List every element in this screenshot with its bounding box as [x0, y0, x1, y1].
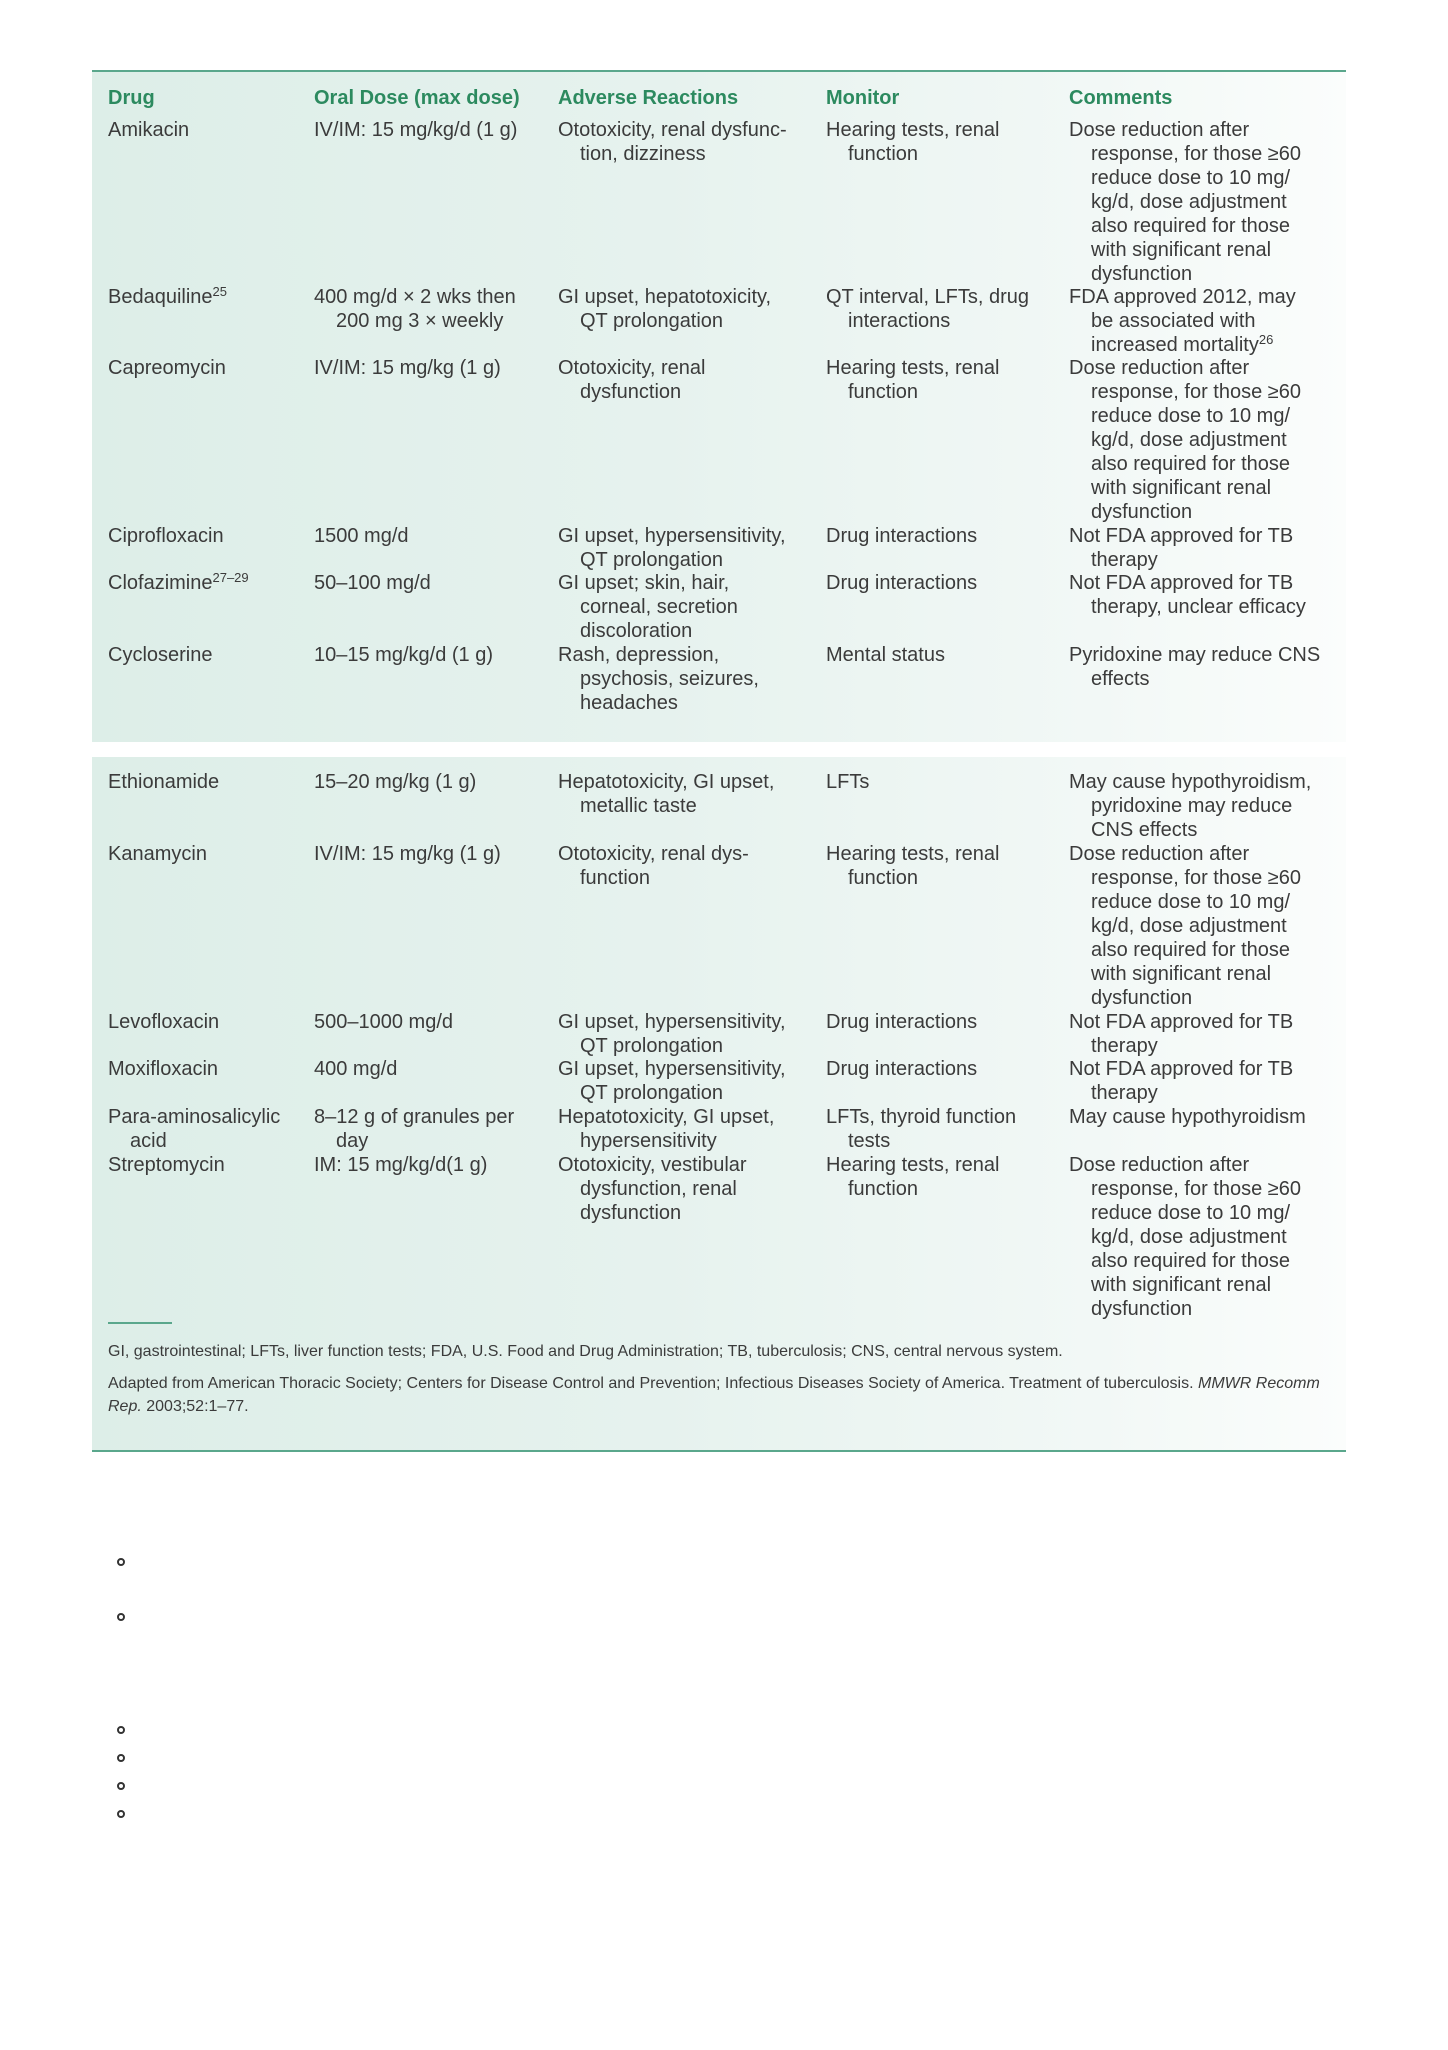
cell-line: Dose reduction after — [1069, 119, 1250, 141]
drug-name-cell — [108, 1105, 280, 1153]
cell-line: 10–15 mg/kg/d (1 g) — [314, 644, 493, 666]
header-monitor: Monitor — [826, 87, 900, 109]
adverse-reactions-cell — [558, 643, 759, 715]
cell-line: be associated with — [1091, 310, 1256, 332]
cell-line: with significant renal — [1091, 477, 1272, 499]
cell-line: psychosis, seizures, — [580, 668, 759, 690]
monitor-cell — [826, 571, 977, 595]
cell-line: 500–1000 mg/d — [314, 1011, 454, 1033]
cell-line: May cause hypothyroidism, — [1069, 771, 1312, 793]
cell-line: QT prolongation — [580, 1035, 724, 1057]
oral-dose-cell — [314, 524, 409, 548]
cell-line: therapy, unclear efficacy — [1091, 596, 1306, 618]
cell-line: with significant renal — [1091, 963, 1272, 985]
oral-dose-cell — [314, 842, 501, 866]
drug-name-cell — [108, 1010, 219, 1034]
cell-text: Clofazimine — [108, 572, 213, 594]
reference-superscript: 27–29 — [212, 570, 249, 585]
cell-line: Moxifloxacin — [108, 1058, 219, 1080]
cell-text: Bedaquiline — [108, 286, 213, 308]
oral-dose-cell — [314, 356, 501, 380]
cell-line: Hearing tests, renal — [826, 119, 1000, 141]
cell-line: reduce dose to 10 mg/ — [1091, 405, 1291, 427]
monitor-cell — [826, 770, 869, 794]
cell-line: Cycloserine — [108, 644, 213, 666]
comments-cell — [1069, 118, 1301, 286]
bullet-point — [117, 1558, 125, 1566]
cell-line: kg/d, dose adjustment — [1091, 1226, 1287, 1248]
cell-line: function — [848, 867, 919, 889]
reference-superscript: 26 — [1258, 332, 1274, 347]
bullet-point — [117, 1613, 125, 1621]
cell-line: also required for those — [1091, 1250, 1291, 1272]
cell-line: response, for those ≥60 — [1091, 381, 1301, 403]
drug-name-cell — [108, 842, 207, 866]
cell-line: dysfunction — [1091, 263, 1193, 285]
cell-line: IV/IM: 15 mg/kg (1 g) — [314, 357, 501, 379]
cell-line: dysfunction — [1091, 501, 1193, 523]
cell-line: Dose reduction after — [1069, 357, 1250, 379]
cell-line: CNS effects — [1091, 819, 1198, 841]
cell-text: increased mortality — [1091, 334, 1259, 356]
cell-line: 400 mg/d × 2 wks then — [314, 286, 516, 308]
monitor-cell — [826, 842, 999, 890]
cell-line: Amikacin — [108, 119, 190, 141]
cell-line — [108, 285, 227, 309]
cell-line: QT interval, LFTs, drug — [826, 286, 1030, 308]
cell-line: dysfunction — [580, 381, 682, 403]
source-citation: 2003;52:1–77. — [141, 1398, 249, 1415]
cell-line: acid — [130, 1130, 167, 1152]
cell-line: IM: 15 mg/kg/d(1 g) — [314, 1154, 488, 1176]
comments-cell — [1069, 1057, 1293, 1105]
cell-line: dysfunction — [1091, 1298, 1193, 1320]
cell-line: with significant renal — [1091, 239, 1272, 261]
monitor-cell — [826, 1010, 977, 1034]
source-journal: MMWR Recomm Rep. — [108, 1375, 1320, 1415]
footnote-rule — [108, 1322, 172, 1324]
cell-line: Ototoxicity, renal dysfunc- — [558, 119, 787, 141]
comments-cell — [1069, 356, 1301, 524]
comments-cell — [1069, 1153, 1301, 1321]
adverse-reactions-cell — [558, 356, 705, 404]
cell-line: Streptomycin — [108, 1154, 225, 1176]
oral-dose-cell — [314, 571, 431, 595]
cell-line: 200 mg 3 × weekly — [336, 310, 504, 332]
cell-line: dysfunction, renal — [580, 1178, 737, 1200]
cell-line: Dose reduction after — [1069, 843, 1250, 865]
cell-line: 8–12 g of granules per — [314, 1106, 515, 1128]
cell-line: 15–20 mg/kg (1 g) — [314, 771, 477, 793]
cell-line: May cause hypothyroidism — [1069, 1106, 1306, 1128]
cell-line: therapy — [1091, 549, 1158, 571]
cell-line — [1069, 333, 1296, 357]
adverse-reactions-cell — [558, 571, 738, 643]
cell-line: Rash, depression, — [558, 644, 720, 666]
monitor-cell — [826, 285, 1029, 333]
cell-line: Drug interactions — [826, 572, 978, 594]
comments-cell — [1069, 285, 1296, 357]
cell-line: Para-aminosalicylic — [108, 1106, 281, 1128]
reference-superscript: 25 — [212, 284, 227, 299]
cell-line: Ototoxicity, renal dys- — [558, 843, 749, 865]
drug-name-cell — [108, 524, 224, 548]
cell-line: therapy — [1091, 1035, 1158, 1057]
comments-cell — [1069, 643, 1320, 691]
cell-line: tests — [848, 1130, 891, 1152]
cell-line: Ciprofloxacin — [108, 525, 224, 547]
adverse-reactions-cell — [558, 1057, 786, 1105]
cell-line: response, for those ≥60 — [1091, 1178, 1301, 1200]
comments-cell — [1069, 571, 1306, 619]
cell-line: Drug interactions — [826, 1058, 978, 1080]
cell-line: 1500 mg/d — [314, 525, 409, 547]
cell-line: QT prolongation — [580, 549, 724, 571]
bullet-point — [117, 1726, 125, 1734]
cell-line: day — [336, 1130, 369, 1152]
cell-line: Ethionamide — [108, 771, 220, 793]
footnote-source — [108, 1372, 1344, 1418]
oral-dose-cell — [314, 285, 516, 333]
header-oral-dose: Oral Dose (max dose) — [314, 87, 520, 109]
cell-line: hypersensitivity — [580, 1130, 717, 1152]
cell-line: corneal, secretion — [580, 596, 738, 618]
comments-cell — [1069, 842, 1301, 1010]
cell-line: GI upset, hypersensitivity, — [558, 1011, 786, 1033]
oral-dose-cell — [314, 1153, 487, 1177]
bullet-point — [117, 1810, 125, 1818]
drug-table-bottom — [92, 757, 1346, 1452]
oral-dose-cell — [314, 643, 493, 667]
cell-line: reduce dose to 10 mg/ — [1091, 891, 1291, 913]
bullet-point — [117, 1754, 125, 1762]
cell-line: 400 mg/d — [314, 1058, 398, 1080]
cell-line: Pyridoxine may reduce CNS — [1069, 644, 1321, 666]
cell-line: Drug interactions — [826, 525, 978, 547]
cell-line: GI upset, hepatotoxicity, — [558, 286, 772, 308]
adverse-reactions-cell — [558, 770, 774, 818]
drug-name-cell — [108, 1057, 218, 1081]
cell-line: with significant renal — [1091, 1274, 1272, 1296]
cell-line: Hepatotoxicity, GI upset, — [558, 771, 775, 793]
cell-line: therapy — [1091, 1082, 1158, 1104]
cell-line: tion, dizziness — [580, 143, 706, 165]
comments-cell — [1069, 770, 1311, 842]
source-text: Adapted from American Thoracic Society; Centers for Disease Control and Prevention; Infectious Diseases Society of America. Treatment of tuberculosis. — [108, 1375, 1198, 1392]
cell-line: headaches — [580, 692, 678, 714]
cell-line: Hearing tests, renal — [826, 843, 1000, 865]
cell-line: Mental status — [826, 644, 945, 666]
adverse-reactions-cell — [558, 842, 749, 890]
cell-line: FDA approved 2012, may — [1069, 286, 1296, 308]
monitor-cell — [826, 356, 999, 404]
cell-line — [108, 571, 249, 595]
cell-line: IV/IM: 15 mg/kg/d (1 g) — [314, 119, 518, 141]
oral-dose-cell — [314, 1010, 453, 1034]
oral-dose-cell — [314, 770, 476, 794]
cell-line: discoloration — [580, 620, 693, 642]
cell-line: LFTs, thyroid function — [826, 1106, 1017, 1128]
cell-line: Dose reduction after — [1069, 1154, 1250, 1176]
cell-line: interactions — [848, 310, 951, 332]
cell-line: dysfunction — [1091, 987, 1193, 1009]
cell-line: Not FDA approved for TB — [1069, 525, 1294, 547]
cell-line: function — [848, 143, 919, 165]
adverse-reactions-cell — [558, 285, 771, 333]
cell-line: also required for those — [1091, 939, 1291, 961]
monitor-cell — [826, 1105, 1016, 1153]
cell-line: QT prolongation — [580, 1082, 724, 1104]
cell-line: Capreomycin — [108, 357, 226, 379]
drug-name-cell — [108, 118, 189, 142]
cell-line: GI upset, hypersensitivity, — [558, 525, 786, 547]
cell-line: Hearing tests, renal — [826, 1154, 1000, 1176]
monitor-cell — [826, 524, 977, 548]
cell-line: kg/d, dose adjustment — [1091, 429, 1287, 451]
cell-line: Not FDA approved for TB — [1069, 1011, 1294, 1033]
cell-line: dysfunction — [580, 1202, 682, 1224]
monitor-cell — [826, 1153, 999, 1201]
cell-line: effects — [1091, 668, 1150, 690]
cell-line: also required for those — [1091, 453, 1291, 475]
cell-line: LFTs — [826, 771, 870, 793]
cell-line: metallic taste — [580, 795, 697, 817]
cell-line: Drug interactions — [826, 1011, 978, 1033]
cell-line: Levofloxacin — [108, 1011, 220, 1033]
monitor-cell — [826, 118, 999, 166]
adverse-reactions-cell — [558, 1105, 774, 1153]
comments-cell — [1069, 1010, 1293, 1058]
cell-line: function — [580, 867, 651, 889]
cell-line: function — [848, 1178, 919, 1200]
oral-dose-cell — [314, 1105, 514, 1153]
drug-table-top — [92, 70, 1346, 742]
cell-line: Hepatotoxicity, GI upset, — [558, 1106, 775, 1128]
cell-line: GI upset, hypersensitivity, — [558, 1058, 786, 1080]
cell-line: function — [848, 381, 919, 403]
drug-name-cell — [108, 643, 212, 667]
cell-line: kg/d, dose adjustment — [1091, 915, 1287, 937]
cell-line: kg/d, dose adjustment — [1091, 191, 1287, 213]
cell-line: Ototoxicity, renal — [558, 357, 706, 379]
header-adverse-reactions: Adverse Reactions — [558, 87, 739, 109]
drug-name-cell — [108, 571, 249, 595]
cell-line: reduce dose to 10 mg/ — [1091, 167, 1291, 189]
cell-line: QT prolongation — [580, 310, 724, 332]
bullet-point — [117, 1782, 125, 1790]
cell-line: Hearing tests, renal — [826, 357, 1000, 379]
footnote-abbreviations: GI, gastrointestinal; LFTs, liver function tests; FDA, U.S. Food and Drug Administration; TB, tuberculosis; CNS, central nervous system. — [108, 1343, 1063, 1360]
cell-line: response, for those ≥60 — [1091, 143, 1301, 165]
drug-name-cell — [108, 285, 227, 309]
header-comments: Comments — [1069, 87, 1173, 109]
cell-line: pyridoxine may reduce — [1091, 795, 1293, 817]
cell-line: Ototoxicity, vestibular — [558, 1154, 747, 1176]
monitor-cell — [826, 643, 945, 667]
drug-name-cell — [108, 356, 226, 380]
adverse-reactions-cell — [558, 118, 787, 166]
adverse-reactions-cell — [558, 1153, 747, 1225]
drug-name-cell — [108, 770, 219, 794]
cell-line: reduce dose to 10 mg/ — [1091, 1202, 1291, 1224]
cell-line: Kanamycin — [108, 843, 207, 865]
drug-name-cell — [108, 1153, 225, 1177]
oral-dose-cell — [314, 118, 517, 142]
cell-line: response, for those ≥60 — [1091, 867, 1301, 889]
comments-cell — [1069, 1105, 1306, 1129]
adverse-reactions-cell — [558, 1010, 786, 1058]
cell-line: 50–100 mg/d — [314, 572, 431, 594]
cell-line: GI upset; skin, hair, — [558, 572, 730, 594]
header-drug: Drug — [108, 87, 155, 109]
cell-line: Not FDA approved for TB — [1069, 572, 1294, 594]
oral-dose-cell — [314, 1057, 397, 1081]
cell-line: also required for those — [1091, 215, 1291, 237]
cell-line: Not FDA approved for TB — [1069, 1058, 1294, 1080]
adverse-reactions-cell — [558, 524, 786, 572]
cell-line: IV/IM: 15 mg/kg (1 g) — [314, 843, 501, 865]
monitor-cell — [826, 1057, 977, 1081]
comments-cell — [1069, 524, 1293, 572]
